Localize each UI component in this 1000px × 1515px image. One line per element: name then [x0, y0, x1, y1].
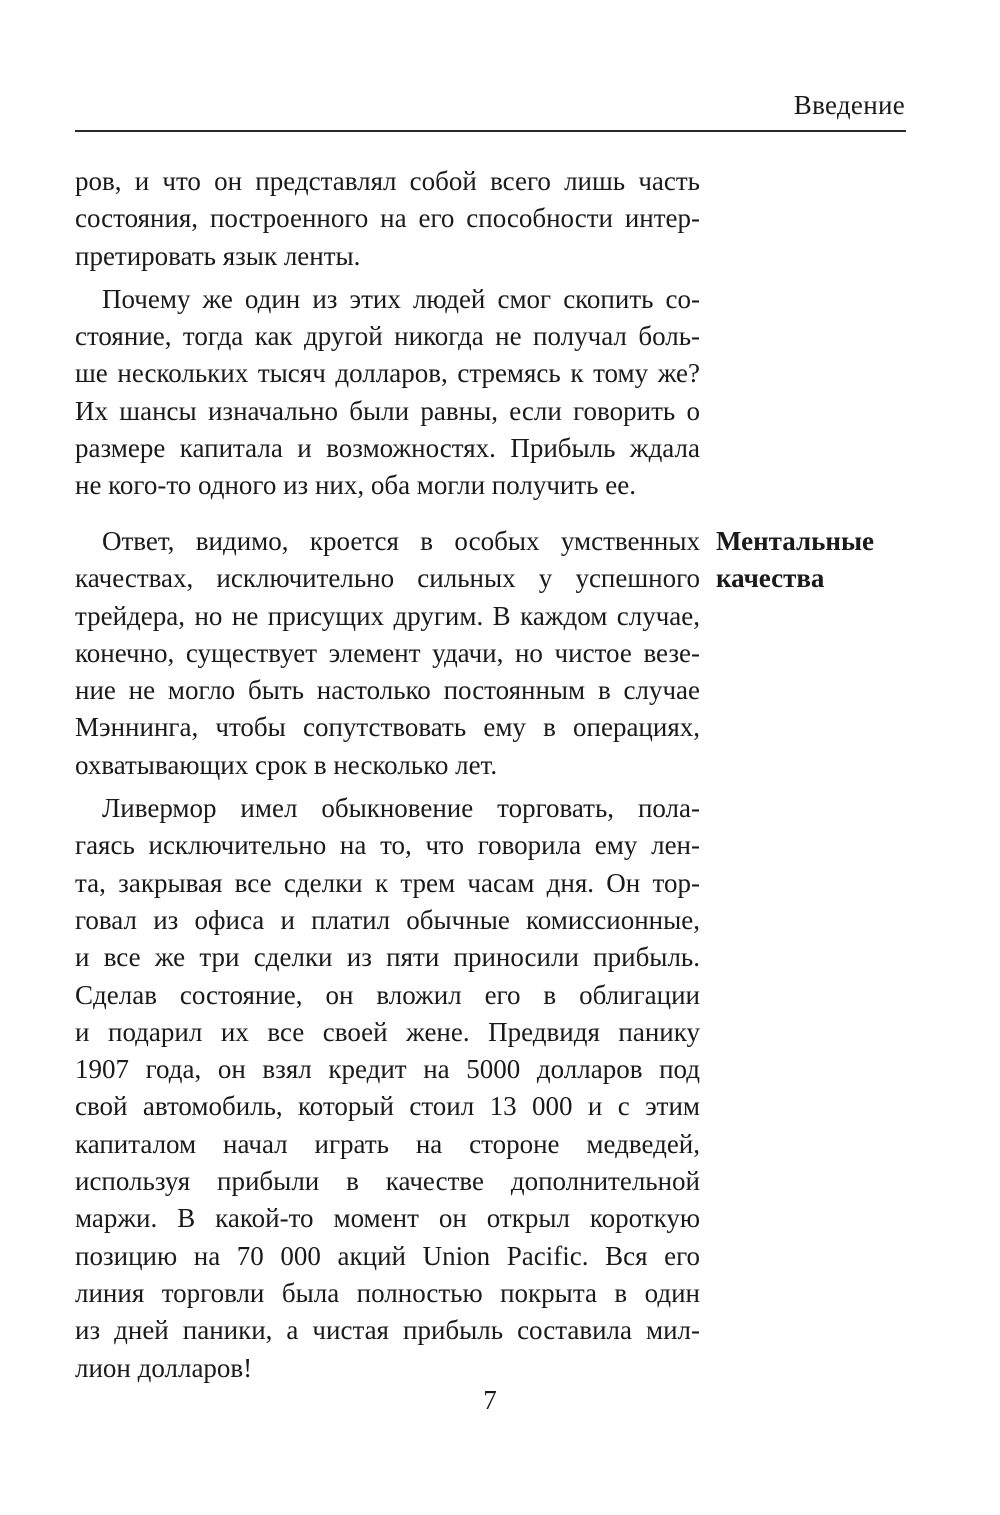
paragraph-livermore: [75, 790, 700, 1387]
margin-heading-line: качества: [716, 563, 825, 594]
top-text-block: [75, 163, 700, 505]
text-line: капиталом начал играть на стороне медведей,: [75, 1128, 700, 1159]
margin-heading-line: Ментальные: [716, 526, 875, 556]
paragraph-continuation: [75, 163, 700, 275]
text-line: претировать язык ленты.: [75, 240, 361, 271]
text-line: качествах, исключительно сильных у успешного: [75, 563, 700, 594]
text-line: позицию на 70 000 акций Union Pacific. Вся его: [75, 1240, 700, 1271]
text-line: ние не могло быть настолько постоянным в случае: [75, 675, 700, 706]
text-line: 1907 года, он взял кредит на 5000 долларов под: [75, 1054, 700, 1085]
text-line: та, закрывая все сделки к трем часам дня. Он тор-: [75, 867, 700, 898]
margin-heading: [716, 523, 874, 598]
text-line: размере капитала и возможностях. Прибыль ждала: [75, 433, 700, 464]
text-line: стояние, тогда как другой никогда не получал боль-: [75, 321, 700, 352]
text-line: и все же три сделки из пяти приносили прибыль.: [75, 942, 700, 973]
text-line: конечно, существует элемент удачи, но чистое везе-: [75, 637, 700, 668]
text-line: ров, и что он представлял собой всего лишь часть: [75, 166, 700, 196]
text-line: охватывающих срок в несколько лет.: [75, 749, 498, 780]
text-line: говал из офиса и платил обычные комиссионные,: [75, 904, 700, 935]
text-line: используя прибыли в качестве дополнительной: [75, 1166, 700, 1197]
paragraph-question: [75, 281, 700, 505]
text-line: состояния, построенного на его способности интер-: [75, 203, 700, 234]
header-rule: [75, 130, 906, 132]
running-title: Введение: [793, 90, 905, 120]
main-text-block: [75, 523, 700, 1387]
text-line: маржи. В какой-то момент он открыл короткую: [75, 1203, 700, 1234]
text-line: Ливермор имел обыкновение торговать, пола-: [102, 793, 700, 824]
page-number: 7: [483, 1385, 497, 1415]
text-line: Почему же один из этих людей смог скопить со-: [102, 283, 700, 314]
text-line: ше нескольких тысяч долларов, стремясь к тому же?: [75, 358, 700, 389]
text-line: свой автомобиль, который стоил 13 000 и с этим: [75, 1091, 700, 1122]
text-line: Мэннинга, чтобы сопутствовать ему в операциях,: [75, 712, 700, 743]
text-line: линия торговли была полностью покрыта в один: [75, 1277, 700, 1308]
text-line: Ответ, видимо, кроется в особых умственных: [102, 526, 700, 556]
text-line: гаясь исключительно на то, что говорила ему лен-: [75, 830, 700, 861]
text-line: лион долларов!: [75, 1352, 253, 1383]
paragraph-answer: [75, 523, 700, 784]
text-line: не кого-то одного из них, оба могли получить ее.: [75, 470, 636, 501]
text-line: Сделав состояние, он вложил его в облигации: [75, 979, 700, 1010]
text-line: из дней паники, а чистая прибыль составила мил-: [75, 1315, 700, 1346]
text-line: и подарил их все своей жене. Предвидя панику: [75, 1016, 700, 1047]
text-line: Их шансы изначально были равны, если говорить о: [75, 395, 700, 426]
text-line: трейдера, но не присущих другим. В каждом случае,: [75, 600, 700, 631]
